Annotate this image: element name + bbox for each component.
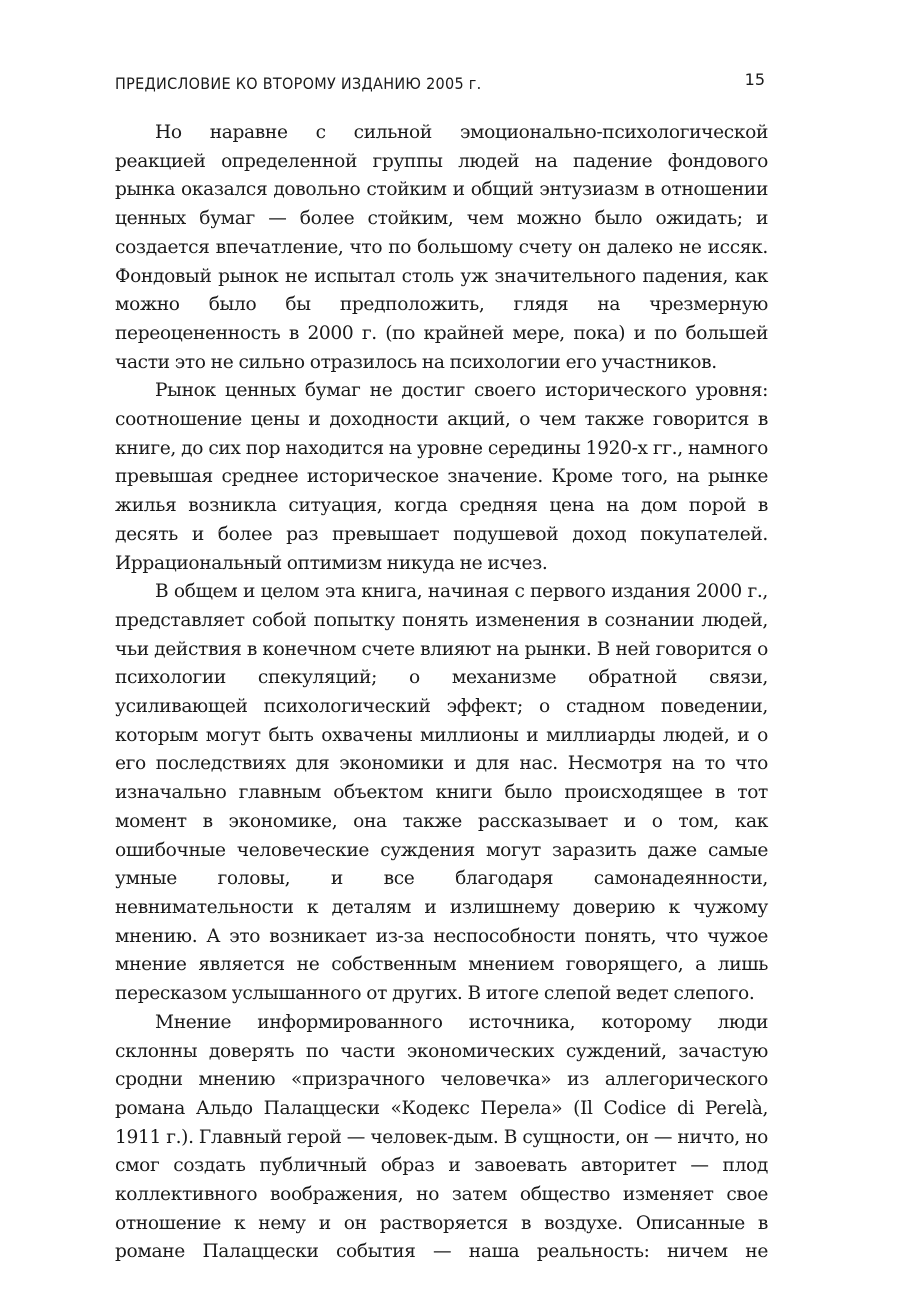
body-text [115,119,768,1267]
paragraph-3: В общем и целом эта книга, начиная с первого издания 2000 г., представляет собой попытку понять изменения в сознании людей, чьи действия в конечном счете влияют на рынки. В ней говорится о психологии спекуляций; о механизме обратной связи, усиливающей психологический эффект; о стадном поведении, которым могут быть охвачены миллионы и миллиарды людей, и о его последствиях для экономики и для нас. Несмотря на то что изначально главным объектом книги было происходящее в тот момент в экономике, она также рассказывает и о том, как ошибочные человеческие суждения могут заразить даже самые умные головы, и все благодаря самонадеянности, невнимательности к деталям и излишнему доверию к чужому мнению. А это возникает из-за неспособности понять, что чужое мнение является не собственным мнением говорящего, а лишь пересказом услышанного от других. В итоге слепой ведет слепого. [115,581,768,1005]
paragraph-4: Мнение информированного источника, которому люди склонны доверять по части экономических суждений, зачастую сродни мнению «призрачного человечка» из аллегорического романа Альдо Палаццески «Кодекс Перела» (Il Codice di Perelà, 1911 г.). Главный герой — человек-дым. В сущности, он — ничто, но смог создать публичный образ и завоевать авторитет — плод коллективного воображения, но затем общество изменяет свое отношение к нему и он растворяется в воздухе. Описанные в романе Палаццески события — наша реальность: ничем не [115,1011,768,1263]
page-number: 15 [744,70,765,89]
paragraph-1: Но наравне с сильной эмоционально-психологической реакцией определенной группы людей на падение фондового рынка оказался довольно стойким и общий энтузиазм в отношении ценных бумаг — более стойким, чем можно было ожидать; и создается впечатление, что по большому счету он далеко не иссяк. Фондовый рынок не испытал столь уж значительного падения, как можно было бы предположить, глядя на чрезмерную переоцененность в 2000 г. (по крайней мере, пока) и по большей части это не сильно отразилось на психологии его участников. [115,122,768,373]
running-head [115,70,775,98]
paragraph-2: Рынок ценных бумаг не достиг своего исторического уровня: соотношение цены и доходности акций, о чем также говорится в книге, до сих пор находится на уровне середины 1920-х гг., намного превышая среднее историческое значение. Кроме того, на рынке жилья возникла ситуация, когда средняя цена на дом порой в десять и более раз превышает подушевой доход покупателей. Иррациональный оптимизм никуда не исчез. [115,380,768,574]
running-title: ПРЕДИСЛОВИЕ КО ВТОРОМУ ИЗДАНИЮ 2005 г. [115,74,482,93]
